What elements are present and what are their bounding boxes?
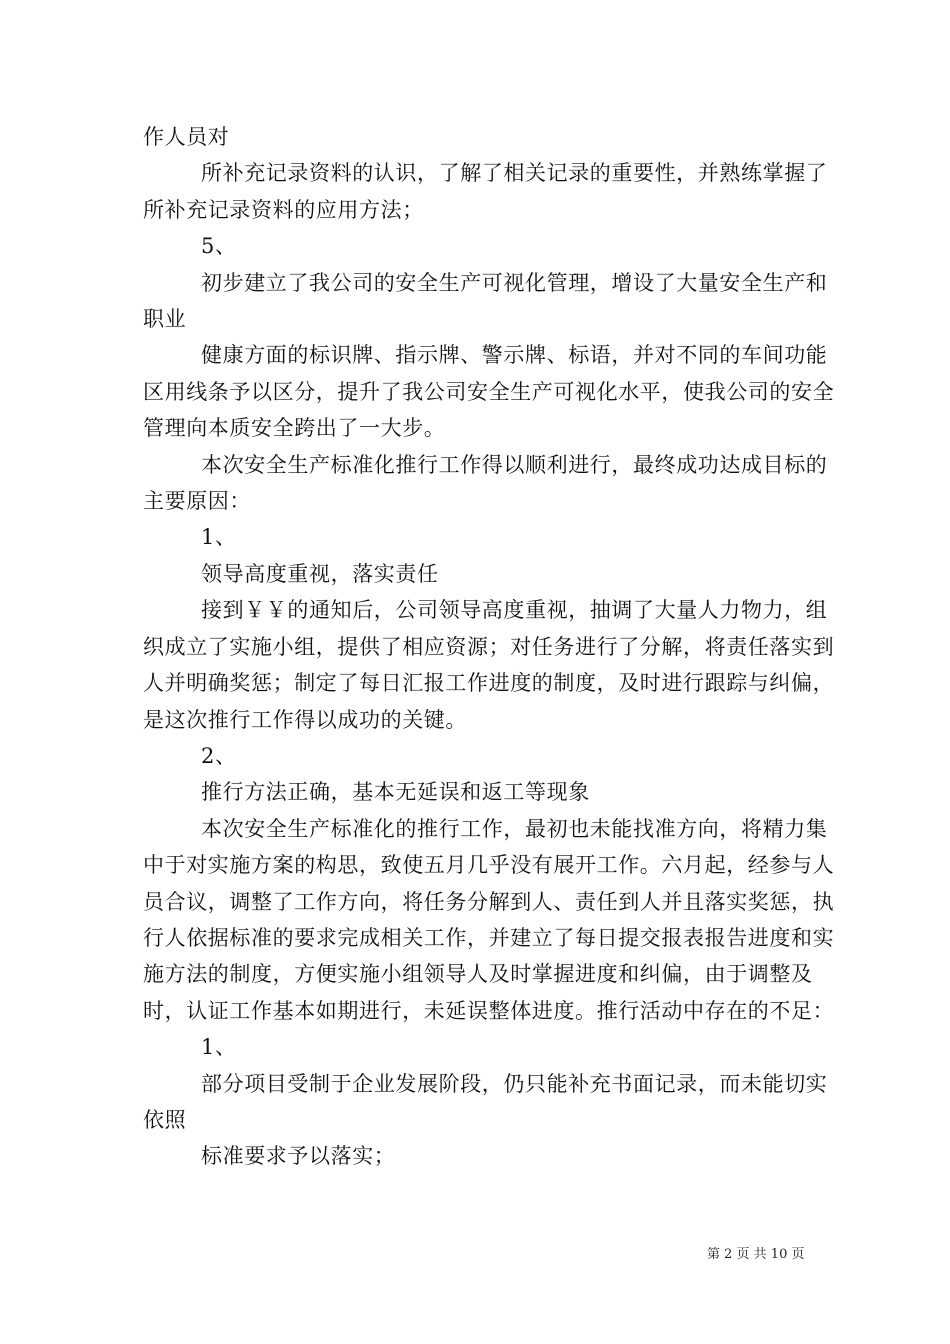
page-number: 第 2 页 共 10 页 xyxy=(707,1247,805,1262)
paragraph: 接到￥￥的通知后，公司领导高度重视，抽调了大量人力物力，组织成立了实施小组，提供了相应资源；对任务进行了分解，将责任落实到人并明确奖惩；制定了每日汇报工作进度的制度，及时进行跟踪与纠偏，是这次推行工作得以成功的关键。 xyxy=(143,598,835,732)
paragraph: 标准要求予以落实； xyxy=(201,1144,396,1169)
list-number: 1、 xyxy=(201,525,237,550)
paragraph: 所补充记录资料的认识，了解了相关记录的重要性，并熟练掌握了所补充记录资料的应用方法； xyxy=(143,161,828,222)
paragraph: 初步建立了我公司的安全生产可视化管理，增设了大量安全生产和职业 xyxy=(143,270,828,332)
paragraph: 作人员对 xyxy=(143,125,230,149)
list-number: 1、 xyxy=(201,1035,237,1060)
document-body xyxy=(143,119,843,1175)
paragraph: 本次安全生产标准化的推行工作，最初也未能找准方向，将精力集中于对实施方案的构思，致使五月几乎没有展开工作。六月起，经参与人员合议，调整了工作方向，将任务分解到人、责任到人并且落实奖惩，执行人依据标准的要求完成相关工作，并建立了每日提交报表报告进度和实施方法的制度，方便实施小组领导人及时掌握进度和纠偏，由于调整及时，认证工作基本如期进行，未延误整体进度。推行活动中存在的不足： xyxy=(143,816,835,1023)
list-number: 2、 xyxy=(201,743,237,768)
list-number: 5、 xyxy=(201,234,237,259)
section-heading: 推行方法正确，基本无延误和返工等现象 xyxy=(201,780,590,805)
paragraph: 部分项目受制于企业发展阶段，仍只能补充书面记录，而未能切实依照 xyxy=(143,1071,828,1132)
section-heading: 领导高度重视，落实责任 xyxy=(201,561,439,586)
paragraph: 健康方面的标识牌、指示牌、警示牌、标语，并对不同的车间功能区用线条予以区分，提升了我公司安全生产可视化水平，使我公司的安全管理向本质安全跨出了一大步。 xyxy=(143,343,835,441)
paragraph: 本次安全生产标准化推行工作得以顺利进行，最终成功达成目标的主要原因： xyxy=(143,452,828,514)
